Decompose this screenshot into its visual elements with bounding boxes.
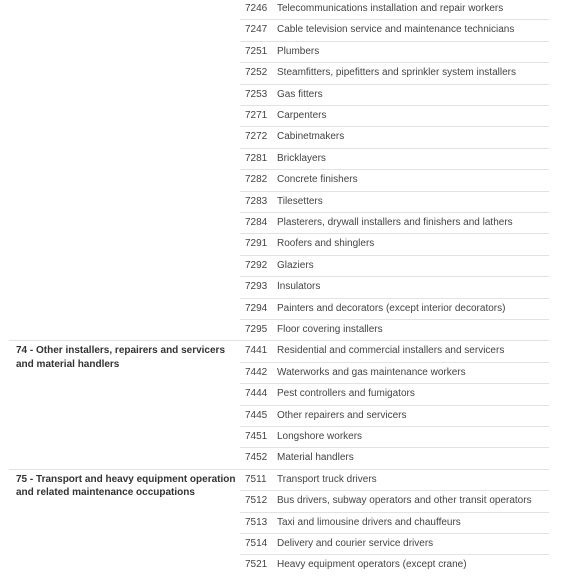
occupation-title: Insulators [277, 281, 321, 293]
occupation-code: 7252 [245, 67, 268, 79]
occupation-code: 7253 [245, 88, 268, 100]
occupation-title: Cabinetmakers [277, 131, 345, 143]
occupation-title: Steamfitters, pipefitters and sprinkler system installers [277, 67, 516, 79]
occupation-code: 7246 [245, 3, 268, 14]
occupation-title: Gas fitters [277, 88, 323, 100]
occupation-title: Bricklayers [277, 152, 326, 164]
occupation-code: 7283 [245, 195, 268, 207]
table-row [0, 62, 576, 83]
occupation-title: Cable television service and maintenance technicians [277, 24, 515, 36]
occupation-title: Pest controllers and fumigators [277, 388, 415, 400]
occupation-title: Heavy equipment operators (except crane) [277, 559, 467, 571]
occupation-code: 7293 [245, 281, 268, 293]
occupation-title: Waterworks and gas maintenance workers [277, 366, 466, 378]
occupation-code: 7247 [245, 24, 268, 36]
occupation-code: 7521 [245, 559, 268, 571]
occupation-title: Roofers and shinglers [277, 238, 375, 250]
occupation-title: Other repairers and servicers [277, 409, 407, 421]
table-row [0, 512, 576, 533]
table-row [0, 191, 576, 212]
occupation-title: Tilesetters [277, 195, 323, 207]
table-row [0, 276, 576, 297]
occupation-title: Painters and decorators (except interior decorators) [277, 302, 506, 314]
occupation-code: 7284 [245, 217, 268, 228]
occupation-code: 7451 [245, 431, 268, 442]
occupation-title: Floor covering installers [277, 324, 383, 335]
occupation-code: 7272 [245, 131, 268, 143]
table-row [0, 212, 576, 233]
table-row [0, 84, 576, 105]
table-row [0, 554, 576, 575]
occupation-code: 7294 [245, 302, 268, 314]
occupation-title: Longshore workers [277, 431, 363, 442]
group-label: 74 - Other installers, repairers and servicers and material handlers [16, 345, 225, 370]
table-row [0, 426, 576, 447]
table-row [0, 126, 576, 147]
occupation-title: Concrete finishers [277, 174, 358, 186]
table-row [0, 340, 576, 370]
occupation-title: Bus drivers, subway operators and other transit operators [277, 495, 532, 507]
occupation-code: 7271 [245, 110, 268, 121]
occupation-code: 7251 [245, 45, 268, 57]
table-row [0, 169, 576, 190]
occupation-title: Transport truck drivers [277, 473, 377, 485]
table-row [0, 233, 576, 254]
table-row [0, 255, 576, 276]
table-row [0, 447, 576, 468]
table-row [0, 148, 576, 169]
occupation-code: 7282 [245, 174, 268, 186]
table-row [0, 533, 576, 554]
occupation-code: 7291 [245, 238, 268, 250]
occupation-title: Material handlers [277, 452, 354, 464]
occupation-title: Residential and commercial installers and servicers [277, 345, 505, 357]
table-row [0, 19, 576, 40]
occupation-code: 7444 [245, 388, 268, 400]
occupation-title: Glaziers [277, 259, 314, 271]
occupation-title: Carpenters [277, 110, 327, 121]
table-row [0, 0, 576, 19]
occupation-title: Taxi and limousine drivers and chauffeurs [277, 516, 461, 528]
occupation-title: Plumbers [277, 45, 320, 57]
table-row [0, 362, 576, 383]
occupation-code: 7445 [245, 409, 268, 421]
occupation-code: 7514 [245, 538, 268, 549]
table-row [0, 405, 576, 426]
table-row [0, 469, 576, 499]
occupation-code: 7512 [245, 495, 268, 507]
table-row [0, 490, 576, 511]
table-row [0, 298, 576, 319]
table-row [0, 319, 576, 340]
table-row [0, 105, 576, 126]
occupation-code: 7511 [245, 473, 267, 485]
occupation-title: Plasterers, drywall installers and finishers and lathers [277, 217, 513, 228]
occupation-title: Telecommunications installation and repair workers [277, 3, 504, 14]
occupation-code: 7292 [245, 259, 268, 271]
occupation-code: 7513 [245, 516, 268, 528]
occupation-code: 7441 [245, 345, 268, 357]
occupation-title: Delivery and courier service drivers [277, 538, 434, 549]
occupation-code: 7442 [245, 366, 268, 378]
occupation-code: 7452 [245, 452, 268, 464]
table-row [0, 41, 576, 62]
occupation-code: 7281 [245, 152, 268, 164]
table-row [0, 383, 576, 404]
occupation-code: 7295 [245, 324, 268, 335]
group-label: 75 - Transport and heavy equipment operation and related maintenance occupations [16, 473, 236, 499]
